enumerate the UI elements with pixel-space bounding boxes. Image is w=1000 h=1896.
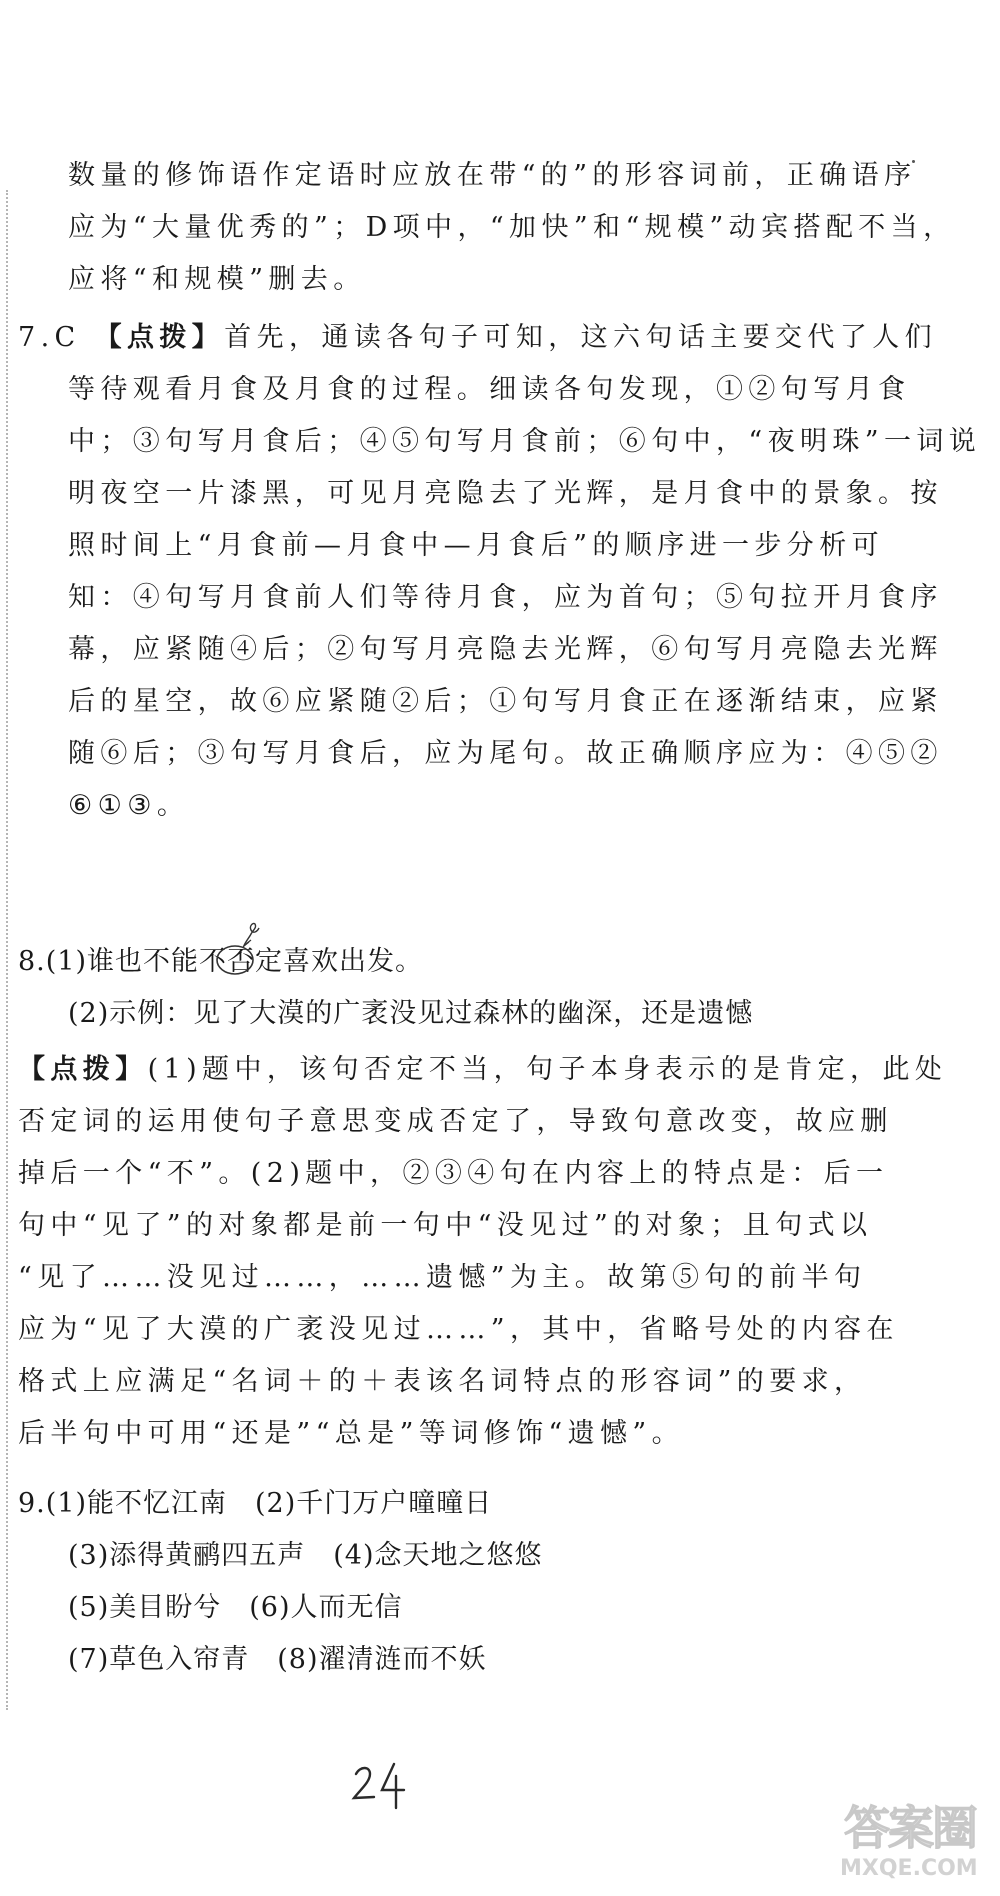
text-line-7: 明夜空一片漆黑，可见月亮隐去了光辉，是月食中的景象。按 [68, 478, 943, 509]
text-line-12: 随⑥后；③句写月食后，应为尾句。故正确顺序应为：④⑤② [68, 738, 943, 769]
text-line-20: “见了……没见过……，……遗憾”为主。故第⑤句的前半句 [18, 1262, 867, 1293]
binding-margin-dots [6, 190, 8, 1710]
text-line-5: 等待观看月食及月食的过程。细读各句发现，①②句写月食 [68, 374, 911, 405]
question-8-answer-1: 8.(1)谁也不能不否定喜欢出发。 [18, 946, 424, 977]
question-8-answer-2: (2)示例：见了大漠的广袤没见过森林的幽深，还是遗憾 [68, 998, 754, 1029]
text-line-11: 后的星空，故⑥应紧随②后；①句写月食正在逐渐结束，应紧 [68, 686, 943, 717]
question-9-answer-1: 9.(1)能不忆江南 (2)千门万户曈曈日 [18, 1488, 493, 1519]
text-line-2: 应为“大量优秀的”；D项中，“加快”和“规模”动宾搭配不当， [68, 212, 956, 243]
watermark-url: MXQE.COM [840, 1856, 978, 1881]
text-line-8: 照时间上“月食前—月食中—月食后”的顺序进一步分析可 [68, 530, 885, 561]
text-line-3: 应将“和规模”删去。 [68, 264, 366, 295]
text-line-22: 格式上应满足“名词＋的＋表该名词特点的形容词”的要求， [18, 1366, 867, 1397]
question-8-hint-line [18, 1052, 947, 1088]
question-7-label: 7.C [18, 322, 95, 353]
text-line-17: 否定词的运用使句子意思变成否定了，导致句意改变，故应删 [18, 1106, 893, 1137]
text-line-19: 句中“见了”的对象都是前一句中“没见过”的对象；且句式以 [18, 1210, 873, 1241]
question-9-answer-4: (7)草色入帘青 (8)濯清涟而不妖 [68, 1644, 487, 1675]
text-line-9: 知：④句写月食前人们等待月食，应为首句；⑤句拉开月食序 [68, 582, 943, 613]
question-8-hint-text: (1)题中，该句否定不当，句子本身表示的是肯定，此处 [147, 1054, 948, 1085]
question-9-answer-3: (5)美目盼兮 (6)人而无信 [68, 1592, 403, 1623]
hint-tag: 【点拨】 [18, 1054, 148, 1085]
text-line-23: 后半句中可用“还是”“总是”等词修饰“遗憾”。 [18, 1418, 685, 1449]
pencil-deletion-mark-icon [213, 920, 263, 980]
text-line-6: 中；③句写月食后；④⑤句写月食前；⑥句中，“夜明珠”一词说 [68, 426, 982, 457]
text-line-18: 掉后一个“不”。(2)题中，②③④句在内容上的特点是：后一 [18, 1158, 889, 1189]
question-7-text: 首先，通读各句子可知，这六句话主要交代了人们 [224, 322, 938, 353]
hint-tag: 【点拨】 [94, 322, 225, 353]
question-7-line [18, 320, 937, 356]
handwritten-page-number [350, 1760, 410, 1810]
text-line-10: 幕，应紧随④后；②句写月亮隐去光辉，⑥句写月亮隐去光辉 [68, 634, 943, 665]
text-line-13: ⑥①③。 [68, 790, 190, 821]
watermark-logo [838, 1800, 996, 1890]
watermark-glyphs: 答案圈 [844, 1801, 976, 1855]
text-line-21: 应为“见了大漠的广袤没见过……”，其中，省略号处的内容在 [18, 1314, 899, 1345]
question-9-answer-2: (3)添得黄鹂四五声 (4)念天地之悠悠 [68, 1540, 543, 1571]
text-line-1: 数量的修饰语作定语时应放在带“的”的形容词前，正确语序 [68, 160, 917, 191]
